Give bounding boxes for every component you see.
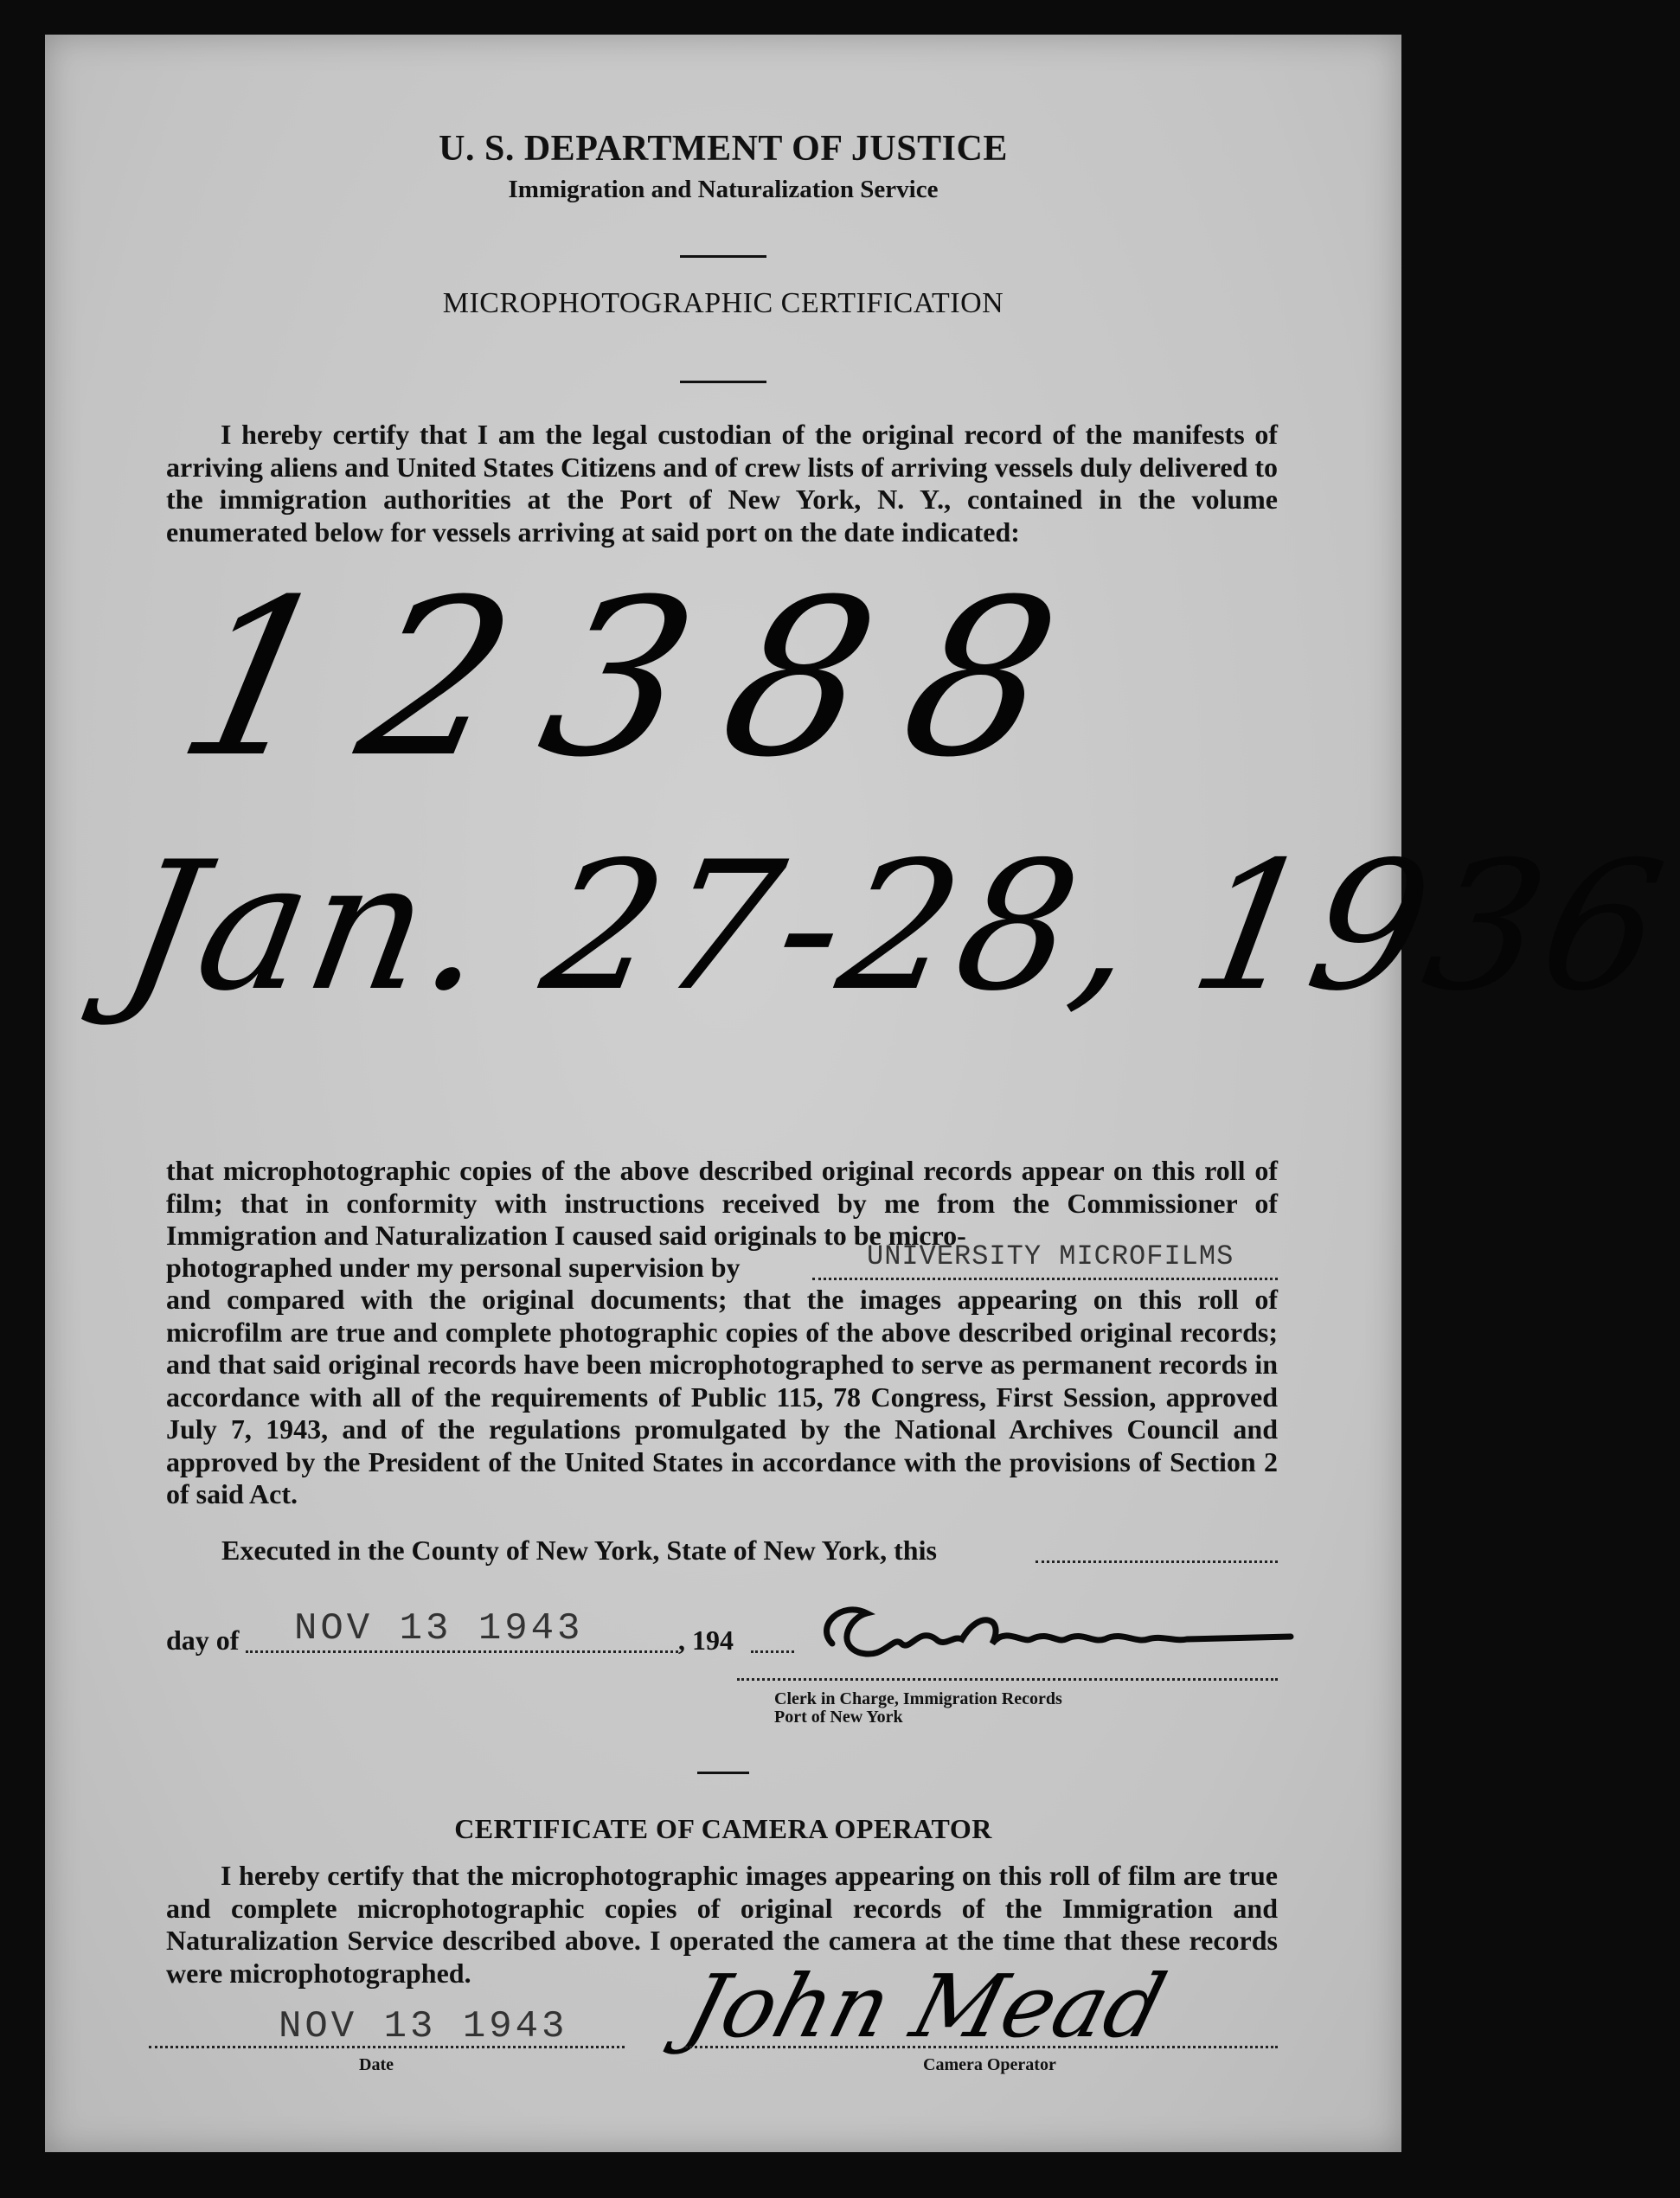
operator-signature: John Mead: [676, 1956, 1176, 2057]
service-subheading: Immigration and Naturalization Service: [508, 176, 939, 203]
handwritten-date: Jan. 27-28, 1936: [109, 824, 1680, 1030]
clerk-signature: [806, 1592, 1291, 1687]
photographer-stamp: UNIVERSITY MICROFILMS: [867, 1240, 1234, 1272]
body-paragraph-rest: and compared with the original documents; that the images appearing on this roll of microfilm are true and complete photographic copies of the above described original records; and that said original records have been microphotographed to serve as permanent records in accordance with all of the requirements of Public 115, 78 Congress, First Session, approved July 7, 1943, and of the regulations promulgated by the National Archives Council and approved by the President of the United States in accordance with the provisions of Section 2 of said Act.: [166, 1284, 1278, 1509]
divider: [680, 255, 766, 258]
department-heading: U. S. DEPARTMENT OF JUSTICE: [439, 129, 1008, 169]
divider: [680, 381, 766, 383]
divider: [697, 1772, 749, 1774]
camera-date-line: [149, 2046, 625, 2048]
body-paragraph-start: that microphotographic copies of the above described original records appear on this roll of film; that in conformity with instructions received by me from the Commissioner of Immigration and Naturalization I caused said originals to be micro-: [166, 1155, 1278, 1251]
handwritten-volume-number: 12388: [161, 553, 1119, 804]
day-of-label: day of: [166, 1624, 240, 1656]
certificate-sheet: [45, 35, 1680, 2152]
camera-operator-label: Camera Operator: [923, 2055, 1056, 2074]
camera-date-stamp: NOV 13 1943: [279, 2005, 568, 2048]
date-stamp: NOV 13 1943: [294, 1607, 584, 1650]
intro-paragraph: I hereby certify that I am the legal custodian of the original record of the manifests of arriving aliens and United States Citizens and of crew lists of arriving vessels duly delivered to the immigration authorities at the Port of New York, N. Y., contained in the volume enumerated below for vessels arriving at said port on the date indicated:: [166, 419, 1279, 548]
date-label: Date: [359, 2055, 394, 2074]
photographer-dotted-line: [812, 1278, 1278, 1280]
day-dotted-line: [246, 1650, 678, 1653]
clerk-signature-line: [737, 1678, 1278, 1681]
certification-title: MICROPHOTOGRAPHIC CERTIFICATION: [442, 287, 1004, 319]
executed-text: Executed in the County of New York, State of New York, this: [221, 1535, 937, 1566]
year-label: , 194: [678, 1624, 734, 1656]
year-dotted-line: [751, 1650, 794, 1653]
camera-certificate-title: CERTIFICATE OF CAMERA OPERATOR: [454, 1813, 992, 1844]
clerk-title-line1: Clerk in Charge, Immigration Records: [774, 1689, 1062, 1708]
camera-certificate-text: I hereby certify that the microphotographic images appearing on this roll of film are true and complete microphotographic copies of original records of the Immigration and Naturalization Service described above. I operated the camera at the time that these records were microphotographed.: [166, 1860, 1278, 1989]
supervision-line-text: photographed under my personal supervision by: [166, 1252, 741, 1283]
clerk-title-line2: Port of New York: [774, 1708, 903, 1727]
operator-signature-line: [685, 2046, 1278, 2048]
executed-dotted-line: [1036, 1560, 1278, 1563]
